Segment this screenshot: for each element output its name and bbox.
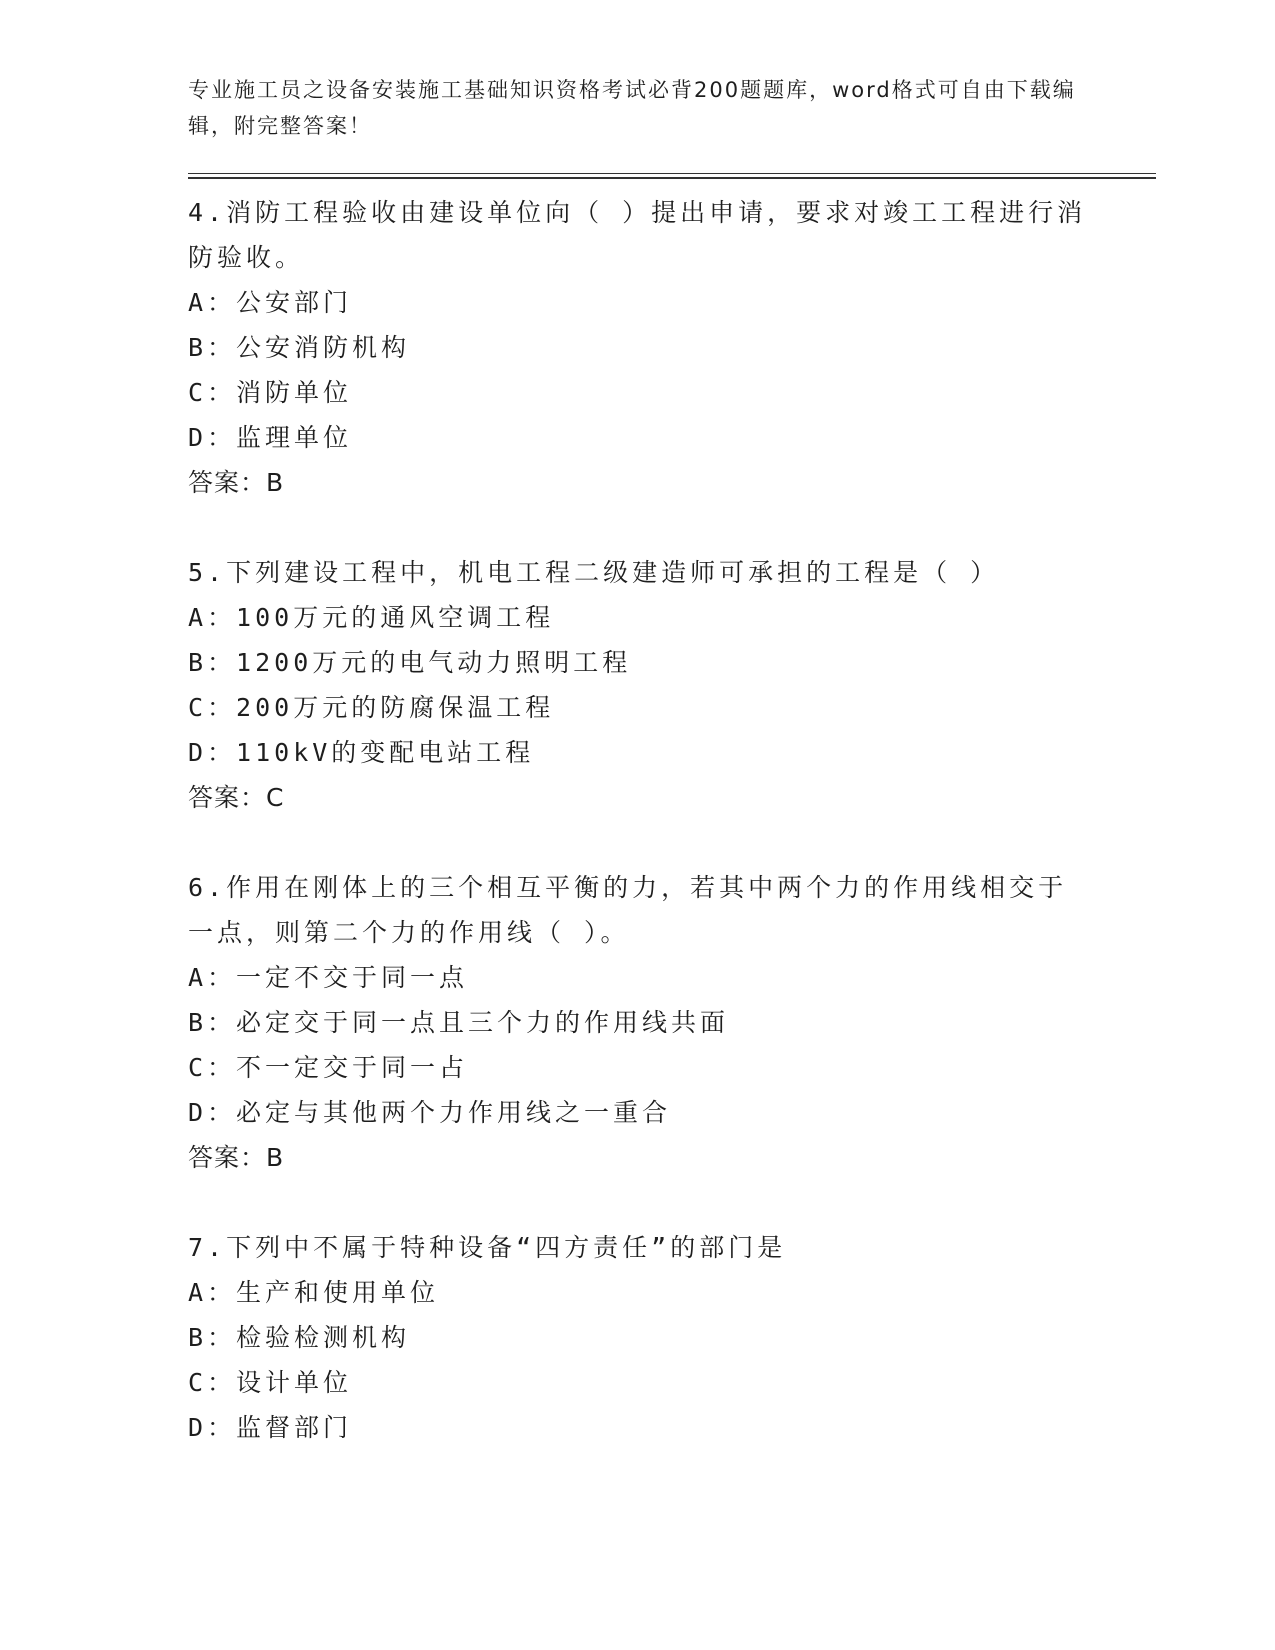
- option-d: D：必定与其他两个力作用线之一重合: [188, 1098, 672, 1127]
- question-stem: 5.下列建设工程中，机电工程二级建造师可承担的工程是（ ）: [188, 558, 1000, 587]
- option-c: C：消防单位: [188, 378, 353, 407]
- question-stem: 7.下列中不属于特种设备“四方责任”的部门是: [188, 1233, 787, 1262]
- question-stem: 6.作用在刚体上的三个相互平衡的力，若其中两个力的作用线相交于一点，则第二个力的作用线（ ）。: [188, 873, 1068, 947]
- header-rule-thin: [188, 173, 1156, 174]
- header-rule-thick: [188, 177, 1156, 179]
- option-a: A：公安部门: [188, 288, 353, 317]
- option-a: A：生产和使用单位: [188, 1278, 440, 1307]
- question-7: [188, 1225, 1088, 1450]
- answer-line: 答案：B: [188, 1143, 285, 1172]
- option-d: D：监督部门: [188, 1413, 353, 1442]
- option-a: A：一定不交于同一点: [188, 963, 469, 992]
- option-b: B：1200万元的电气动力照明工程: [188, 648, 632, 677]
- answer-line: 答案：C: [188, 783, 285, 812]
- question-list: [188, 190, 1088, 1495]
- question-5: [188, 550, 1088, 820]
- option-b: B：检验检测机构: [188, 1323, 411, 1352]
- option-c: C：200万元的防腐保温工程: [188, 693, 555, 722]
- answer-line: 答案：B: [188, 468, 285, 497]
- question-4: [188, 190, 1088, 505]
- option-c: C：不一定交于同一占: [188, 1053, 469, 1082]
- option-a: A：100万元的通风空调工程: [188, 603, 555, 632]
- option-b: B：必定交于同一点且三个力的作用线共面: [188, 1008, 730, 1037]
- option-d: D：110kV的变配电站工程: [188, 738, 535, 767]
- question-6: [188, 865, 1088, 1180]
- option-d: D：监理单位: [188, 423, 353, 452]
- document-header: 专业施工员之设备安装施工基础知识资格考试必背200题题库，word格式可自由下载编辑，附完整答案！: [188, 78, 1076, 138]
- question-stem: 4.消防工程验收由建设单位向（ ）提出申请，要求对竣工工程进行消防验收。: [188, 198, 1087, 272]
- option-b: B：公安消防机构: [188, 333, 411, 362]
- option-c: C：设计单位: [188, 1368, 353, 1397]
